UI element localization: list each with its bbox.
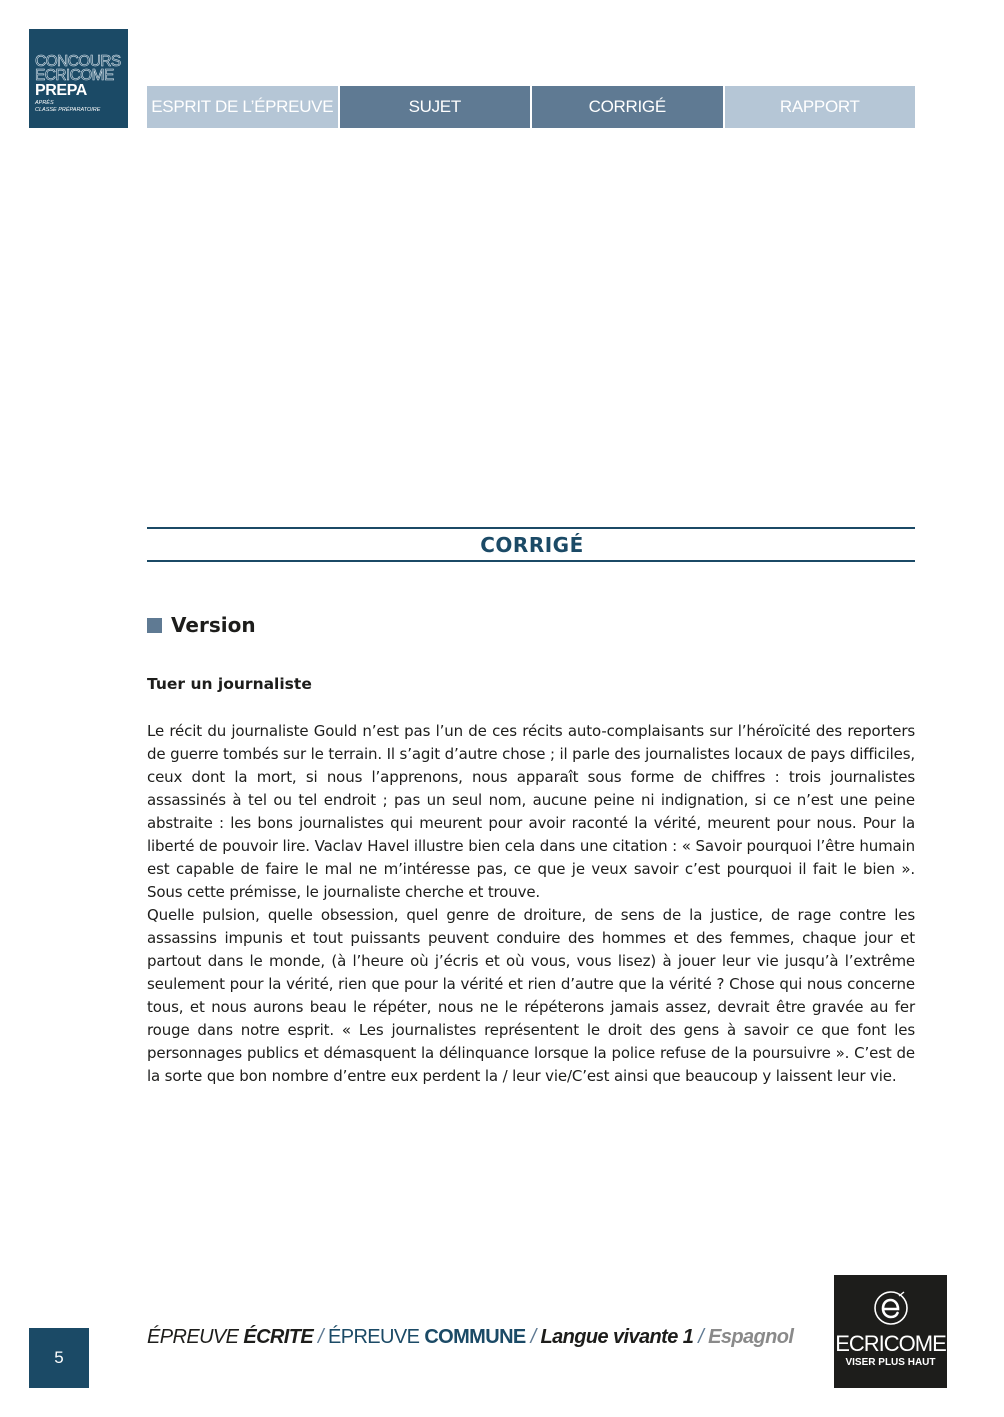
footer-exam-info — [147, 1326, 793, 1349]
tab-sujet[interactable]: SUJET — [340, 86, 531, 128]
document-body — [147, 720, 915, 1088]
footer-espagnol: Espagnol — [708, 1326, 794, 1348]
document-title: Tuer un journaliste — [147, 675, 312, 693]
footer-commune: COMMUNE — [424, 1326, 526, 1348]
paragraph: Le récit du journaliste Gould n’est pas l’un de ces récits auto-complaisants sur l’héroïcité des reporters de guerre tombés sur le terrain. Il s’agit d’autre chose ; il parle des journalistes locaux de pays difficiles, ceux dont la mort, si nous l’apprenons, nous apparaît sous forme de chiffres : trois journalistes assassinés à tel ou tel endroit ; pas un seul nom, aucune peine ni indignation, si ce n’est une peine abstraite : les bons journalistes qui meurent pour avoir raconté la vérité, meurent pour nous. Pour la liberté de pouvoir lire. Vaclav Havel illustre bien cela dans une citation : « Savoir pourquoi l’être humain est capable de faire le mal ne m’intéresse pas, ce que je veux savoir c’est pourquoi il fait le bien ». Sous cette prémisse, le journaliste cherche et trouve. — [147, 722, 915, 901]
ecricome-emblem-icon — [872, 1289, 910, 1327]
subsection-title: Version — [171, 613, 256, 637]
ecricome-tagline: VISER PLUS HAUT — [845, 1357, 936, 1368]
subsection-header — [147, 613, 256, 637]
logo-line-classe: CLASSE PRÉPARATOIRE — [35, 106, 101, 113]
tab-rapport[interactable]: RAPPORT — [725, 86, 916, 128]
ecricome-brand: ECRICOME — [835, 1331, 946, 1356]
section-title: CORRIGÉ — [480, 532, 584, 557]
logo-line-apres: APRÈS — [35, 100, 54, 106]
tab-esprit-epreuve[interactable]: ESPRIT DE L’ÉPREUVE — [147, 86, 338, 128]
logo-line-ecricome: ECRICOME — [35, 67, 114, 84]
concours-logo — [29, 29, 128, 128]
square-bullet-icon — [147, 618, 162, 633]
ecricome-logo — [834, 1275, 947, 1388]
footer-epreuve-label-2: ÉPREUVE — [327, 1326, 425, 1348]
paragraph: Quelle pulsion, quelle obsession, quel genre de droiture, de sens de la justice, de rage contre les assassins impunis et tout puissants peuvent conduire des hommes et des femmes, chaque jour et partout dans le monde, (à l’heure où j’écris et où vous, vous lisez) à jouer leur vie jusqu’à l’extrême seulement pour la vérité, rien que pour la vérité et rien d’autre que la vérité ? Chose qui nous concerne tous, et nous aurons beau le répéter, nous ne le répéterons jamais assez, devrait être gravée au fer rouge dans notre esprit. « Les journalistes représentent le droit des gens à savoir ce que font les personnages publics et démasquent la délinquance lorsque la police refuse de la poursuivre ». C’est de la sorte que bon nombre d’entre eux perdent la / leur vie/C’est ainsi que beaucoup y laissent leur vie. — [147, 906, 915, 1085]
logo-line-concours: CONCOURS — [35, 53, 121, 70]
logo-line-prepa: PREPA — [35, 82, 87, 99]
tab-corrige[interactable]: CORRIGÉ — [532, 86, 723, 128]
footer-epreuve-label: ÉPREUVE — [147, 1326, 244, 1348]
footer-separator: / — [693, 1326, 709, 1348]
section-header — [147, 527, 915, 562]
footer-ecrite: ÉCRITE — [243, 1326, 314, 1348]
footer-langue: Langue vivante 1 — [540, 1326, 694, 1348]
section-nav — [147, 86, 915, 128]
footer-separator: / — [313, 1326, 328, 1348]
page-number: 5 — [29, 1328, 89, 1388]
footer-separator: / — [525, 1326, 541, 1348]
